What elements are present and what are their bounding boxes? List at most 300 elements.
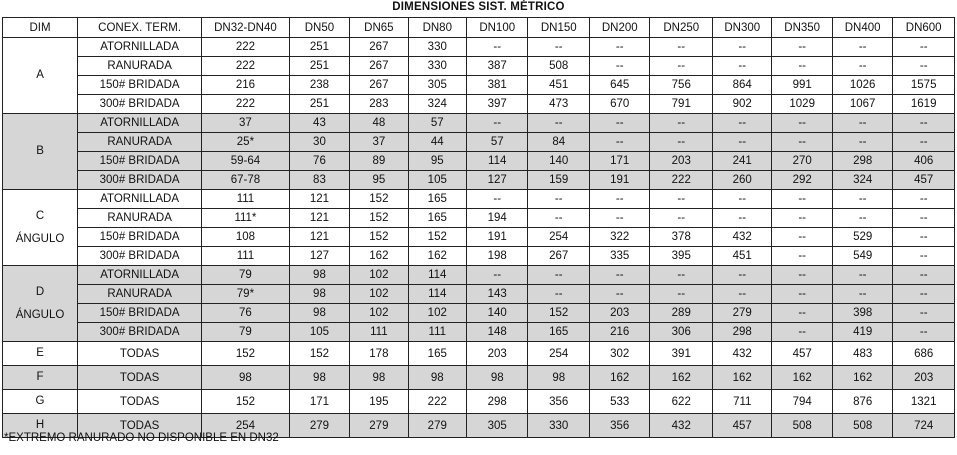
connection-cell: 150# BRIDADA	[78, 228, 202, 247]
column-header: DN300	[713, 18, 772, 38]
table-row	[3, 152, 955, 171]
value-cell: 1575	[893, 76, 955, 95]
value-cell: --	[528, 38, 590, 57]
dim-label: H	[35, 419, 45, 431]
value-cell: --	[713, 266, 772, 285]
value-cell: 191	[466, 228, 528, 247]
value-cell: 159	[528, 171, 590, 190]
connection-cell: RANURADA	[78, 285, 202, 304]
dim-cell	[3, 114, 78, 190]
value-cell: 419	[832, 323, 892, 342]
value-cell: 121	[289, 209, 349, 228]
value-cell: 298	[713, 323, 772, 342]
value-cell: 152	[350, 190, 408, 209]
value-cell: 457	[893, 171, 955, 190]
value-cell: --	[772, 304, 832, 323]
dim-label: F	[36, 371, 44, 383]
value-cell: 152	[202, 342, 290, 366]
value-cell: 356	[528, 390, 590, 414]
value-cell: 203	[466, 342, 528, 366]
value-cell: 391	[650, 342, 713, 366]
value-cell: 251	[289, 57, 349, 76]
value-cell: 508	[832, 414, 892, 438]
dim-label: E	[36, 347, 44, 359]
value-cell: --	[832, 57, 892, 76]
value-cell: 451	[528, 76, 590, 95]
connection-cell: ATORNILLADA	[78, 266, 202, 285]
value-cell: --	[772, 209, 832, 228]
value-cell: --	[772, 247, 832, 266]
value-cell: --	[590, 285, 650, 304]
value-cell: 111	[202, 190, 290, 209]
connection-cell: 150# BRIDADA	[78, 152, 202, 171]
connection-cell: 300# BRIDADA	[78, 247, 202, 266]
value-cell: 305	[466, 414, 528, 438]
value-cell: 302	[590, 342, 650, 366]
value-cell: 105	[289, 323, 349, 342]
value-cell: --	[893, 228, 955, 247]
value-cell: --	[772, 323, 832, 342]
value-cell: 203	[650, 152, 713, 171]
value-cell: 1067	[832, 95, 892, 114]
value-cell: --	[772, 114, 832, 133]
value-cell: --	[650, 114, 713, 133]
value-cell: 195	[350, 390, 408, 414]
value-cell: 102	[408, 304, 466, 323]
value-cell: 98	[528, 366, 590, 390]
value-cell: --	[590, 266, 650, 285]
value-cell: 267	[528, 247, 590, 266]
value-cell: --	[650, 57, 713, 76]
value-cell: 95	[408, 152, 466, 171]
value-cell: 270	[772, 152, 832, 171]
value-cell: --	[893, 114, 955, 133]
value-cell: 222	[408, 390, 466, 414]
dimensions-table	[2, 17, 955, 438]
table-body	[3, 38, 955, 438]
value-cell: --	[590, 209, 650, 228]
value-cell: --	[590, 57, 650, 76]
value-cell: --	[893, 38, 955, 57]
value-cell: --	[713, 114, 772, 133]
value-cell: 95	[350, 171, 408, 190]
table-row	[3, 38, 955, 57]
value-cell: --	[713, 133, 772, 152]
table-row	[3, 57, 955, 76]
connection-cell: TODAS	[78, 366, 202, 390]
value-cell: 162	[350, 247, 408, 266]
value-cell: 711	[713, 390, 772, 414]
value-cell: --	[893, 190, 955, 209]
value-cell: 241	[713, 152, 772, 171]
value-cell: 111	[202, 247, 290, 266]
column-header: DN50	[289, 18, 349, 38]
value-cell: 432	[650, 414, 713, 438]
value-cell: 529	[832, 228, 892, 247]
value-cell: 508	[528, 57, 590, 76]
value-cell: 283	[350, 95, 408, 114]
table-row	[3, 228, 955, 247]
connection-cell: RANURADA	[78, 57, 202, 76]
value-cell: 98	[350, 366, 408, 390]
value-cell: --	[893, 57, 955, 76]
dim-cell	[3, 190, 78, 266]
value-cell: 152	[528, 304, 590, 323]
value-cell: 622	[650, 390, 713, 414]
value-cell: 194	[466, 209, 528, 228]
connection-cell: TODAS	[78, 390, 202, 414]
table-row	[3, 342, 955, 366]
value-cell: 902	[713, 95, 772, 114]
dim-label: A	[36, 69, 44, 81]
value-cell: 324	[832, 171, 892, 190]
value-cell: 398	[832, 304, 892, 323]
connection-cell: 150# BRIDADA	[78, 304, 202, 323]
value-cell: 108	[202, 228, 290, 247]
value-cell: 670	[590, 95, 650, 114]
value-cell: 76	[289, 152, 349, 171]
table-row	[3, 209, 955, 228]
value-cell: 483	[832, 342, 892, 366]
value-cell: --	[713, 38, 772, 57]
value-cell: 686	[893, 342, 955, 366]
value-cell: --	[713, 57, 772, 76]
value-cell: 387	[466, 57, 528, 76]
value-cell: 298	[832, 152, 892, 171]
column-header: DN65	[350, 18, 408, 38]
value-cell: --	[772, 266, 832, 285]
value-cell: --	[528, 209, 590, 228]
value-cell: 254	[528, 342, 590, 366]
value-cell: 79	[202, 266, 290, 285]
value-cell: 59-64	[202, 152, 290, 171]
value-cell: --	[590, 38, 650, 57]
value-cell: 165	[528, 323, 590, 342]
value-cell: 43	[289, 114, 349, 133]
value-cell: 216	[202, 76, 290, 95]
dim-label: ÁNGULO	[15, 308, 65, 321]
value-cell: 645	[590, 76, 650, 95]
value-cell: --	[893, 247, 955, 266]
value-cell: --	[528, 190, 590, 209]
column-header: DN100	[466, 18, 528, 38]
value-cell: 279	[350, 414, 408, 438]
value-cell: 152	[350, 209, 408, 228]
value-cell: --	[590, 114, 650, 133]
value-cell: 267	[350, 38, 408, 57]
table-row	[3, 133, 955, 152]
connection-cell: 300# BRIDADA	[78, 323, 202, 342]
value-cell: 114	[466, 152, 528, 171]
value-cell: 102	[350, 266, 408, 285]
value-cell: 79	[202, 323, 290, 342]
value-cell: --	[832, 266, 892, 285]
value-cell: --	[650, 190, 713, 209]
value-cell: 267	[350, 57, 408, 76]
value-cell: --	[772, 38, 832, 57]
footnote: *EXTREMO RANURADO NO DISPONIBLE EN DN32	[4, 432, 279, 444]
value-cell: 324	[408, 95, 466, 114]
value-cell: 432	[713, 228, 772, 247]
value-cell: 724	[893, 414, 955, 438]
value-cell: --	[893, 266, 955, 285]
table-header-row	[3, 18, 955, 38]
value-cell: 67-78	[202, 171, 290, 190]
connection-cell: TODAS	[78, 414, 202, 438]
value-cell: 457	[713, 414, 772, 438]
connection-cell: ATORNILLADA	[78, 190, 202, 209]
value-cell: --	[772, 228, 832, 247]
connection-cell: 300# BRIDADA	[78, 95, 202, 114]
value-cell: --	[832, 133, 892, 152]
value-cell: 111	[408, 323, 466, 342]
column-header: DN150	[528, 18, 590, 38]
column-header: DN80	[408, 18, 466, 38]
value-cell: 305	[408, 76, 466, 95]
value-cell: 83	[289, 171, 349, 190]
value-cell: 171	[289, 390, 349, 414]
value-cell: 222	[202, 57, 290, 76]
value-cell: 98	[289, 304, 349, 323]
value-cell: 84	[528, 133, 590, 152]
value-cell: 378	[650, 228, 713, 247]
value-cell: 44	[408, 133, 466, 152]
value-cell: 794	[772, 390, 832, 414]
value-cell: 222	[202, 38, 290, 57]
value-cell: 432	[713, 342, 772, 366]
value-cell: 203	[590, 304, 650, 323]
value-cell: --	[713, 190, 772, 209]
table-row	[3, 323, 955, 342]
value-cell: 1321	[893, 390, 955, 414]
value-cell: 222	[650, 171, 713, 190]
dim-label: B	[36, 145, 44, 157]
value-cell: --	[650, 285, 713, 304]
column-header: DN32-DN40	[202, 18, 290, 38]
value-cell: 508	[772, 414, 832, 438]
value-cell: 98	[289, 366, 349, 390]
table-row	[3, 390, 955, 414]
connection-cell: RANURADA	[78, 209, 202, 228]
value-cell: 162	[408, 247, 466, 266]
value-cell: --	[893, 323, 955, 342]
value-cell: 279	[713, 304, 772, 323]
value-cell: --	[590, 133, 650, 152]
value-cell: --	[650, 133, 713, 152]
value-cell: 121	[289, 228, 349, 247]
table-row	[3, 95, 955, 114]
value-cell: --	[650, 266, 713, 285]
value-cell: 114	[408, 285, 466, 304]
value-cell: 381	[466, 76, 528, 95]
value-cell: 57	[466, 133, 528, 152]
value-cell: --	[466, 266, 528, 285]
value-cell: 279	[408, 414, 466, 438]
value-cell: 48	[350, 114, 408, 133]
value-cell: 1029	[772, 95, 832, 114]
value-cell: 473	[528, 95, 590, 114]
dim-cell	[3, 38, 78, 114]
column-header: CONEX. TERM.	[78, 18, 202, 38]
value-cell: 395	[650, 247, 713, 266]
dim-cell	[3, 342, 78, 366]
value-cell: 37	[350, 133, 408, 152]
column-header: DN600	[893, 18, 955, 38]
value-cell: 292	[772, 171, 832, 190]
value-cell: 162	[590, 366, 650, 390]
connection-cell: 300# BRIDADA	[78, 171, 202, 190]
value-cell: 191	[590, 171, 650, 190]
value-cell: --	[832, 209, 892, 228]
value-cell: 397	[466, 95, 528, 114]
value-cell: --	[650, 38, 713, 57]
table-row	[3, 247, 955, 266]
value-cell: 57	[408, 114, 466, 133]
value-cell: 140	[528, 152, 590, 171]
value-cell: 330	[408, 57, 466, 76]
value-cell: 79*	[202, 285, 290, 304]
value-cell: 30	[289, 133, 349, 152]
value-cell: --	[466, 38, 528, 57]
value-cell: --	[832, 114, 892, 133]
value-cell: 876	[832, 390, 892, 414]
value-cell: --	[893, 285, 955, 304]
value-cell: 406	[893, 152, 955, 171]
value-cell: 105	[408, 171, 466, 190]
dim-cell	[3, 390, 78, 414]
value-cell: 162	[772, 366, 832, 390]
value-cell: 991	[772, 76, 832, 95]
value-cell: 162	[713, 366, 772, 390]
value-cell: 140	[466, 304, 528, 323]
value-cell: 165	[408, 190, 466, 209]
value-cell: 251	[289, 95, 349, 114]
value-cell: 152	[350, 228, 408, 247]
connection-cell: ATORNILLADA	[78, 38, 202, 57]
value-cell: --	[772, 57, 832, 76]
dim-cell	[3, 366, 78, 390]
value-cell: --	[772, 285, 832, 304]
table-row	[3, 76, 955, 95]
value-cell: 98	[289, 285, 349, 304]
dim-cell	[3, 266, 78, 342]
value-cell: --	[650, 209, 713, 228]
value-cell: 791	[650, 95, 713, 114]
value-cell: 121	[289, 190, 349, 209]
value-cell: 165	[408, 342, 466, 366]
table-row	[3, 366, 955, 390]
value-cell: 330	[408, 38, 466, 57]
value-cell: 1619	[893, 95, 955, 114]
connection-cell: 150# BRIDADA	[78, 76, 202, 95]
value-cell: 198	[466, 247, 528, 266]
value-cell: --	[832, 285, 892, 304]
value-cell: --	[832, 38, 892, 57]
value-cell: 279	[289, 414, 349, 438]
value-cell: 111*	[202, 209, 290, 228]
value-cell: --	[832, 190, 892, 209]
value-cell: 298	[466, 390, 528, 414]
value-cell: 254	[202, 414, 290, 438]
value-cell: 1026	[832, 76, 892, 95]
column-header: DN250	[650, 18, 713, 38]
value-cell: --	[893, 304, 955, 323]
value-cell: 756	[650, 76, 713, 95]
value-cell: 37	[202, 114, 290, 133]
table-title: DIMENSIONES SIST. MÉTRICO	[392, 1, 565, 13]
table-row	[3, 266, 955, 285]
value-cell: --	[713, 285, 772, 304]
value-cell: 127	[466, 171, 528, 190]
value-cell: 76	[202, 304, 290, 323]
value-cell: --	[772, 133, 832, 152]
value-cell: 864	[713, 76, 772, 95]
value-cell: 457	[772, 342, 832, 366]
connection-cell: TODAS	[78, 342, 202, 366]
value-cell: --	[528, 266, 590, 285]
value-cell: 162	[650, 366, 713, 390]
value-cell: 178	[350, 342, 408, 366]
table-row	[3, 190, 955, 209]
value-cell: 330	[528, 414, 590, 438]
column-header: DN350	[772, 18, 832, 38]
connection-cell: RANURADA	[78, 133, 202, 152]
value-cell: 289	[650, 304, 713, 323]
value-cell: 111	[350, 323, 408, 342]
value-cell: 171	[590, 152, 650, 171]
value-cell: --	[590, 190, 650, 209]
value-cell: 222	[202, 95, 290, 114]
value-cell: 25*	[202, 133, 290, 152]
value-cell: 98	[289, 266, 349, 285]
dim-label: D	[35, 285, 45, 298]
value-cell: --	[713, 209, 772, 228]
value-cell: 260	[713, 171, 772, 190]
value-cell: 533	[590, 390, 650, 414]
value-cell: 148	[466, 323, 528, 342]
dim-label: G	[35, 395, 45, 407]
column-header: DN400	[832, 18, 892, 38]
value-cell: --	[893, 209, 955, 228]
value-cell: 251	[289, 38, 349, 57]
value-cell: --	[466, 190, 528, 209]
column-header: DN200	[590, 18, 650, 38]
value-cell: --	[466, 114, 528, 133]
dim-label: ÁNGULO	[15, 232, 65, 245]
value-cell: 98	[466, 366, 528, 390]
value-cell: --	[528, 285, 590, 304]
value-cell: 98	[408, 366, 466, 390]
value-cell: 127	[289, 247, 349, 266]
table-row	[3, 171, 955, 190]
value-cell: --	[772, 190, 832, 209]
value-cell: 238	[289, 76, 349, 95]
table-row	[3, 304, 955, 323]
connection-cell: ATORNILLADA	[78, 114, 202, 133]
value-cell: 254	[528, 228, 590, 247]
value-cell: 102	[350, 304, 408, 323]
value-cell: 162	[832, 366, 892, 390]
value-cell: 216	[590, 323, 650, 342]
value-cell: 549	[832, 247, 892, 266]
value-cell: 152	[408, 228, 466, 247]
column-header: DIM	[3, 18, 78, 38]
value-cell: 98	[202, 366, 290, 390]
value-cell: 152	[289, 342, 349, 366]
value-cell: --	[893, 133, 955, 152]
value-cell: 165	[408, 209, 466, 228]
table-row	[3, 114, 955, 133]
